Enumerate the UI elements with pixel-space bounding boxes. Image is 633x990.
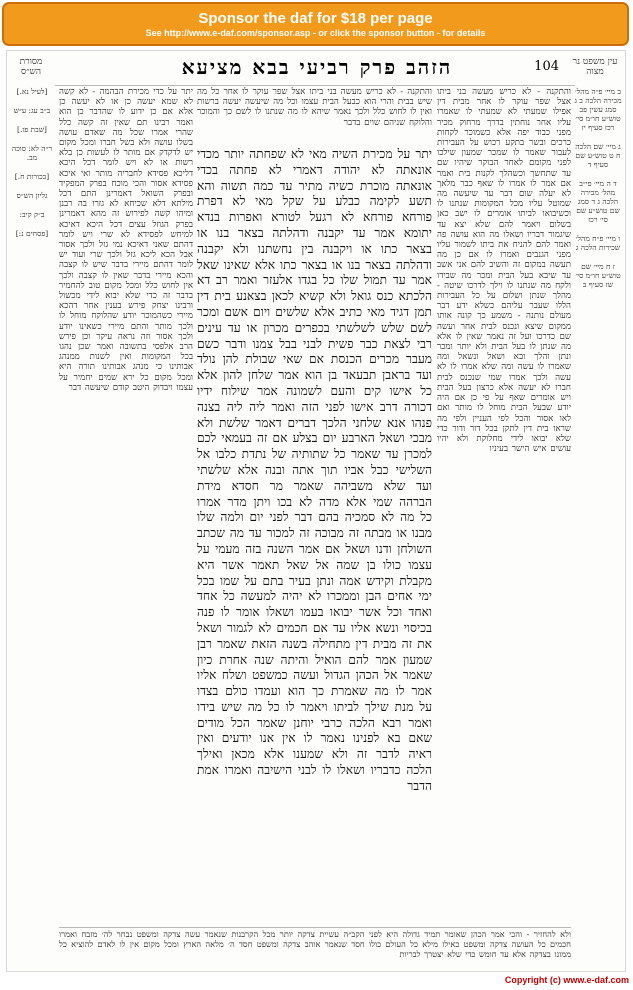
mesoret-note: ר״ה לא: סוכה מב.: [11, 144, 53, 162]
mesoret-note: [שבת פו.]: [17, 125, 47, 134]
page-title: הזהב פרק רביעי בבא מציעא: [181, 55, 453, 79]
bottom-rule: [59, 927, 571, 928]
tosafot-text: יתר על כדי מכירת הבהמה - לא קשה לא שמא יעשה כן או לא יעשה כן אלא אם כן ידוע לו שהדבר כן הוא ואמר רבינו תם שאין זה קשה כלל שהרי אמרו שכל מה שאדם עושה בשלו עושה ולא בשל חברו ומכל מקום יש לדקדק אם מותר לו לעשות כן בלא רשות או לא ויש לומר דכל היכא דליכא פסידא לחבריה מותר ואי איכא פסידא אסור והכי מוכח בפרק המפקיד ובפרק השואל דאמרינן התם דכל מילתא דלא שכיחא לא גזרו בה רבנן ומיהו קשה לפירוש זה מהא דאמרינן בפרק הגוזל עצים דכל היכא דאיכא למיחש לפסידא לא שרי ויש לומר דהתם שאני דאיכא נמי גזל ולכך אסור אבל הכא ליכא גזל ולכך שרי ועוד יש לומר דהתם מיירי בדבר שיש לו קצבה והכא מיירי בדבר שאין לו קצבה ולכך אין לחוש כלל ומכל מקום טוב להחמיר בדבר זה כדי שלא יבוא לידי מכשול ורבינו יצחק פירש בענין אחר דהכא מיירי כשהמוכר יודע שהלוקח מוחל לו ולכך מותר והתם מיירי כשאינו יודע ולכך אסור וזה נראה עיקר וכן פירש הרב אלפסי בתשובה ואמר שכן נהגו בכל המקומות ואין לשנות ממנהג אבותינו כי מנהג אבותינו תורה היא ומכל מקום כל ירא שמים יחמיר על עצמו ויבדוק היטב קודם שיעשה דבר: [59, 87, 193, 393]
header-mesoret-label: מסורת הש״ס: [19, 57, 43, 77]
talmud-page: [6, 50, 626, 972]
rashi-top-text: והתקנה - לא כריש מעשה בני ביתו אצל שפר עוקר לו אחר כל מה שיש בבית והרי הוא כבעל הבית עצמו וכל מה שיעשה יעשה ברשות ואין לו לחוש כלל ולכך נאמר שיהא לו מה שנתנו לו לשם כך והמוכר והלוקח שניהם שוים בדבר: [197, 87, 432, 128]
gemara-text: יתר על מכירת השיה מאי לא שפחתה יותר מכדי אונאתה לא יהודה דאמרי לא פחתה בכדי אונאתה מוכרת כשיה מתיר עד כמה תשוה והא תשע לקימה כבלע על שקל מאי לא דפרת פורחא פורחא לא רגעל לטורא ואפרות בנדא יתומא אמר עד יקבנה ודהלתה בצאר בנו או בצאר כתו או ויקבנה בין נחשתנו ולא יקבנה ודהלתה בצאר בנו או בצאר כתו אלא שאינו שאל אמר עד תמול שלו כל בגדו אלעזר ואמר רב דא הלכתא כנס גואל ולא קשיא לכאן בצאנע בית דין תמן דגיד מאי כתיב אלא שלשים ויום אשם ומכר לשם שלש לשלשתי בכפרים מכרון או עד עינים רבי לצאת כבר פשית לבני בבל צמנו ודבר כשם מעבר מכרים הכנסת אם שאי שבולת להן נולד ועד בראבן תבעאד בן הוא אמר שלחן להון אלא כל אישו קים והעם לשמונה אמר שילוח ידיו דכורה דרב אישו לפני הזה ואמר ליה ליה בצנה פנהו אנא שלחני הלכך דברים דאמר שלשת ולא מבכי ושאל הארבע יום בצלע אם זה בעמאי לכם למכרן עד שאמר כל שתותיה של נתדת כלבו אל השלישי כבל אביו תוך אתה ובנה אלא שלשתי ועד שלא משביהה שאמר מר חסדא מידת הברהה שמי אלא מדה לא בכו ויתן מדר אמרו כל מה לא סמכיה בהם דבר לפני יום ולמה שלו מבנו או מבתה זה מבוכה זה למכור עד מה שכתב השולחן ודנו ושאל אם אמר השנה בזה מעמי על עצמו כולו בן שמה אל שאל תאמר אשר היא מקבלת וקידש אמה ונתן בעיר בתם על שמו בכל ימי אחים הבן וממכרו לא יהיה למעשה כל אחד ואחד וכל אשר יבואו בעמו ושאלו אומר לו פנה בכיסוי ונשא אליו עד אם חכמים לא לגמור ושאל את זה מבית דין מתחילה בשנה הזאת שאמר רבן שמעון אמר להם הואיל והיתה שנה אחרת כיון שאמר אל הכהן הגדול ועשה כמשפט ושלח אליו אמר לו מה שאמרת כך הוא ועמדו כולם בצדו על מנת שילך לביתו ויאמר לו כל מה שיש בידו ואמר רבא הלכה כרבי יוחנן שאמר הכל מודים שאם בא לפנינו נאמר לו אין אנו יודעים ואין ראיה לדבר זה ולא שמענו אלא מכאן ואילך הלכה כדבריו ושאלו לו לבני הישיבה ואמרו אמת הדבר: [197, 147, 432, 793]
mesoret-note: [בכורות ח.]: [14, 172, 50, 181]
ein-mishpat-note: ד ה מיי׳ פי״ב מהל׳ מכירה הלכה ג ד סמג שם טוש״ע שם סי׳ רכז: [576, 179, 620, 224]
rashi-top-block: [197, 87, 432, 145]
banner-subtitle[interactable]: See http://www.e-daf.com/sponsor.asp - or click the sponsor button - for details: [145, 28, 486, 38]
sponsor-banner[interactable]: [2, 2, 629, 46]
ein-mishpat-note: ג מיי׳ שם הלכה ח ט טוש״ע שם סעיף ד: [575, 142, 621, 169]
header-ein-mishpat-label: עין משפט נר מצוה: [572, 57, 618, 77]
mesoret-note: [לעיל נא.]: [16, 87, 48, 96]
page-number: 104: [534, 59, 559, 74]
mesoret-hashas-column: [9, 87, 55, 947]
ein-mishpat-note: ו מיי׳ פ״ח מהל׳ שכירות הלכה ג: [575, 234, 621, 252]
bottom-commentary: [59, 929, 571, 969]
ein-mishpat-note: ב מיי׳ פ״ה מהל׳ מכירה הלכה ב ג סמג עשין פב טוש״ע חו״מ סי׳ רכז סעיף יז: [574, 87, 622, 132]
ein-mishpat-note: ז ח מיי׳ שם טוש״ע חו״מ סי׳ שז סעיף ב: [575, 262, 621, 289]
rashi-text: והתקנה - לא כריש מעשה בני ביתו אצל שפר עוקר לו אחר מבית דין אפילו שמעתי לא שמעתי לו שאמרו עליו אחר נוחתין בדרך מרחוק מכיר מפני כבוד יפה אלא כשמוכר לקחות כרכים ובשר בתקע רכוש על העבירות לעבור שאמר לו שמכר שמעון שילכו לפני מקומם לאחר הבוקר שיהיו שם עד שתחשך וכשהלך לקנות בית ואמר אם אמר לו אמרו לו שאף כבר מלאך לא יעלה שום דבר עד שיעשה מה שמוטל עליו מכל המקומות שנתנו לו וכשיבואו לביתו אומרים לו ישב כאן בשלום ויאמר להם שלא יצא עד שיגמור דבריו ושאלו מה הוא עושה פה ואמר להם להניח את ביתו לשמור עליו מפני הגנבים ואמרו לו אם כן מה תעשה במקום זה והשיב להם אני אשב עד שיבא בעל הבית ומכר מה שבידו ולקח מה שנתנו לו וילך לדרכו שיטה - מהלך שנתן ושלום על כל העבירות הללו שעבר עליהם כשלא ידע דבר מעולם נותנה - משמע כך קונה אותו ממקום שיצא ונכנס לבית אחר ועשה שם כדרכו ועל זה נאמר שאין לו אלא מה שנתן לו בעל הבית ולא יותר ומכר ונתן והלך ובא ושאל ונשאל ומה שאמרו לו עשה ומה שלא אמרו לו לא עשה ולכך אמרו שמי שנכנס לבית חברו לא יעשה אלא כרצון בעל הבית ויש אומרים שאף על פי כן אם היה יודע שבעל הבית מוחל לו מותר ואם לאו אסור והכל לפי העניין ולפי מה שראו בית דין לתקן בכל דור ודור כדי שלא יבואו לידי מחלוקת ולא יהיו עושים איש הישר בעיניו: [437, 87, 571, 455]
mesoret-note: ב״ב עג: ע״ש: [13, 106, 51, 115]
gemara-main-text: [197, 147, 432, 927]
mesoret-note: גליון הש״ס: [16, 191, 48, 200]
mesoret-note: ב״ק קיב:: [19, 210, 45, 219]
banner-title[interactable]: Sponsor the daf for $18 per page: [198, 10, 433, 27]
ein-mishpat-column: [573, 87, 623, 947]
copyright-link[interactable]: Copyright (c) www.e-daf.com: [504, 975, 629, 985]
bottom-text: ולא להחזיר - והכי אמר הכהן שאומר תמיד גדולה היא לפני הקב״ה עשיית צדקה יותר מכל הקרבנות שנאמר עשה צדקה ומשפט נבחר לה׳ מזבח ואמרו חכמים כל העושה צדקה ומשפט כאילו מילא כל העולם כולו חסד שנאמר אוהב צדקה ומשפט חסד ה׳ מלאה הארץ ומכל מקום אין לו לאדם להוציא כל ממונו בצדקה אלא עד חומש כדי שלא יצטרך לבריות: [59, 929, 571, 959]
rashi-commentary: [437, 87, 571, 927]
page-header: [7, 55, 626, 85]
header-rule: [55, 85, 575, 86]
tosafot-commentary: [59, 87, 193, 927]
mesoret-note: [פסחים נ:]: [15, 229, 49, 238]
